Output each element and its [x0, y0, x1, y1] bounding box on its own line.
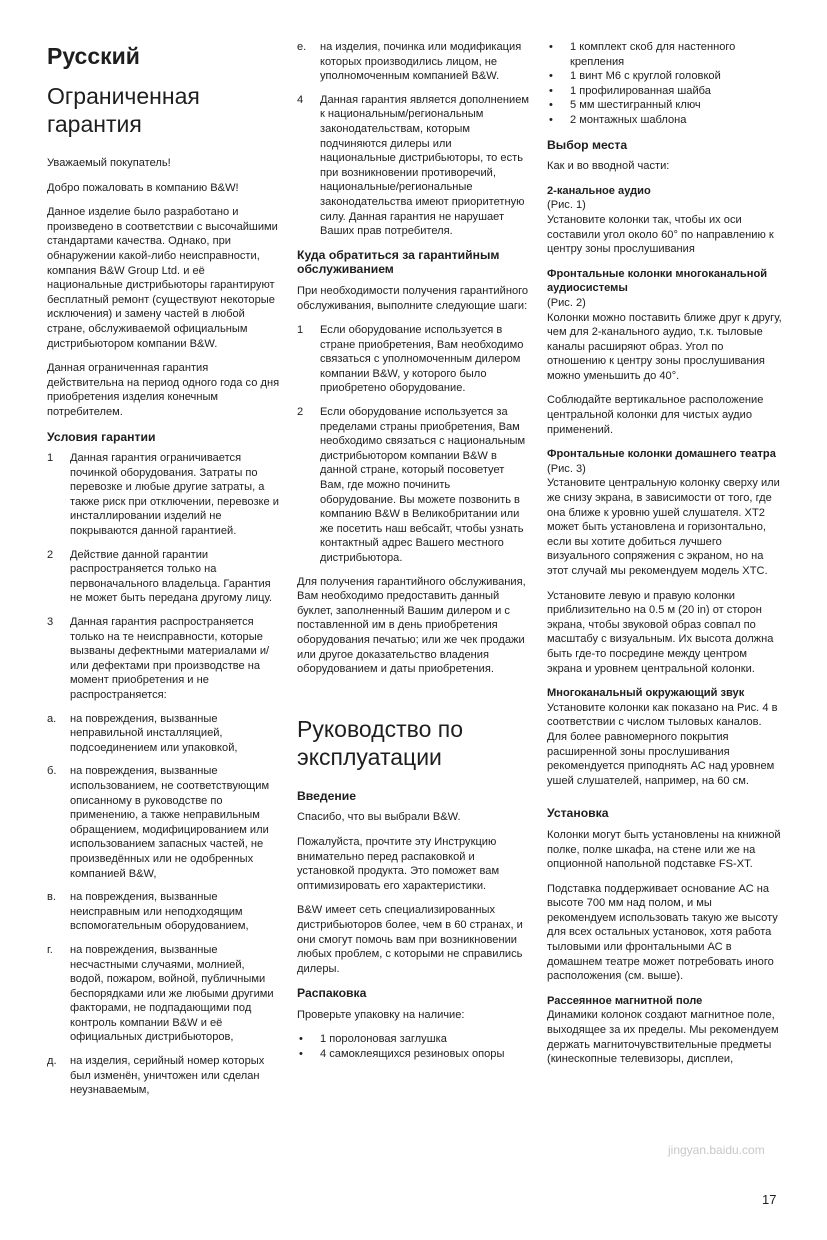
install-heading: Установка — [547, 806, 609, 821]
unpack-item: • 1 винт M6 с круглой головкой — [549, 70, 721, 83]
front-multichannel-text: Колонки можно поставить ближе друг к другу, чем для 2-канального аудио, т.к. тыловые каналы расширяют образ. Угол по отношению к центру зоны прослушивания можно уменьшить до 40°. — [547, 311, 782, 382]
condition-item: 4 Данная гарантия является дополнением к национальным/региональным законодательствам, которым подчиняются дилеры или национальные дистрибьюторы, то есть при возникновении противоречий, национальные/региональные законодательства имеют приоритетную силу. Данная гарантия не нарушает Ваших прав потребителя. — [297, 93, 529, 238]
condition-item: д. на изделия, серийный номер которых был изменён, уничтожен или сделан неузнаваемым, — [47, 1055, 265, 1097]
column-left — [47, 40, 281, 1107]
intro-read-manual: Пожалуйста, прочтите эту Инструкцию внимательно перед распаковкой и установкой продукта. Это поможет вам оптимизировать его характеристики. — [297, 835, 500, 892]
service-step: 2 Если оборудование используется за пределами страны приобретения, Вам необходимо связаться с национальным дистрибьютором компании B&W в данной стране, который посоветует Вам, где можно починить оборудование. Вы можете позвонить в компанию B&W в Великобритании или же посетить наш вебсайт, чтобы узнать контактный адрес Вашего местного дистрибьютора. — [297, 406, 526, 564]
condition-item: a. на повреждения, вызванные неправильной инсталляцией, подсоединением или упаковкой, — [47, 712, 238, 754]
left-right-text: Установите левую и правую колонки приблизительно на 0.5 м (20 in) от сторон экрана, чтобы звуковой образ совпал по масштабу с визуальным. Их высота должна быть где-то посредине между центром экрана и уровнем центральной колонки. — [547, 589, 774, 675]
warranty-title: Ограниченная гарантия — [47, 83, 200, 137]
service-step: 1 Если оборудование используется в стране приобретения, Вам необходимо связаться с уполномоченным дилером компании B&W, у которого было приобретено оборудование. — [297, 324, 524, 395]
front-home-theatre-text: Установите центральную колонку сверху или же снизу экрана, в зависимости от того, где она ближе к уровню ушей слушателя. XT2 может быть установлена и горизонтально, если вы хотите добиться лучшего визуального сопряжения с экраном, но на этот случай мы рекомендуем модель XTC. — [547, 477, 780, 577]
magnetic-heading: Рассеянное магнитной поле — [547, 994, 703, 1007]
unpack-item: • 5 мм шестигранный ключ — [549, 99, 701, 112]
placement-heading: Выбор места — [547, 137, 628, 152]
service-heading: Куда обратиться за гарантийным обслуживанием — [297, 247, 500, 277]
warranty-intro: Данное изделие было разработано и произведено в соответствии с высочайшими стандартами качества. Однако, при обнаружении какой-либо неисправности, компания B&W Group Ltd. и её национальные дистрибьюторы гарантируют бесплатный ремонт (существуют некоторые исключения) и замену частей в любой стране, обслуживаемой официальным дистрибьютором компании B&W. — [47, 206, 278, 350]
front-multichannel-heading: Фронтальные колонки многоканальной аудиосистемы — [547, 267, 768, 295]
front-home-theatre-heading: Фронтальные колонки домашнего театра — [547, 448, 776, 461]
intro-heading: Введение — [297, 788, 357, 803]
condition-item: 2 Действие данной гарантии распространяется только на первоначального владельца. Гарантия не может быть передана другому лицу. — [47, 548, 272, 605]
placement-intro: Как и во вводной части: — [547, 160, 670, 173]
unpack-item: • 1 поролоновая заглушка — [299, 1033, 447, 1046]
service-outro: Для получения гарантийного обслуживания, Вам необходимо предоставить данный буклет, заполненный Вашим дилером и с поставленной им в день приобретения оборудования печатью; или же чек продажи или другое доказательство владения оборудованием и даты приобретения. — [297, 575, 526, 676]
unpack-heading: Распаковка — [297, 986, 367, 1001]
column-middle — [297, 40, 529, 1062]
surround-heading: Многоканальный окружающий звук — [547, 687, 745, 700]
page-number: 17 — [762, 1192, 777, 1207]
audio2-text: Установите колонки так, чтобы их оси составили угол около 60° по направлению к центру зоны прослушивания — [547, 213, 774, 256]
unpack-item: • 1 профилированная шайба — [549, 84, 711, 97]
condition-item: 3 Данная гарантия распространяется только на те неисправности, которые вызваны дефектными материалами и/или дефектами при производстве на момент приобретения и не распространяется: — [47, 616, 270, 701]
manual-title: Руководство по эксплуатации — [297, 715, 464, 770]
figure-ref: (Рис. 1) — [547, 199, 586, 212]
condition-item: e. на изделия, починка или модификация которых производились лицом, не уполномоченным компанией B&W. — [297, 41, 522, 83]
warranty-period: Данная ограниченная гарантия действительна на период одного года со дня приобретения изделия конечным потребителем. — [47, 362, 280, 418]
condition-item: в. на повреждения, вызванные неисправным или неподходящим вспомогательным оборудованием, — [47, 891, 249, 933]
magnetic-text: Динамики колонок создают магнитное поле, выходящее за их пределы. Мы рекомендуем держать магниточувствительные предметы (кинескопные телевизоры, дисплеи, — [547, 1009, 779, 1066]
condition-item: б. на повреждения, вызванные использованием, не соответствующим описанному в руководстве по применению, а также неправильным обращением, модифицированием или использованием запасных частей, не произведённых или не одобренных компанией B&W, — [47, 765, 270, 880]
intro-thanks: Спасибо, что вы выбрали B&W. — [297, 811, 461, 824]
surround-text: Установите колонки как показано на Рис. 4 в соответствии с числом тыловых каналов. Для более равномерного покрытия расширенной зоны прослушивания рекомендуется приподнять АС над уровнем ушей слушателей, например, на 60 см. — [547, 701, 778, 787]
unpack-intro: Проверьте упаковку на наличие: — [297, 1008, 465, 1021]
conditions-list — [47, 451, 281, 1098]
figure-ref: (Рис. 3) — [547, 462, 586, 475]
install-text-1: Колонки могут быть установлены на книжной полке, полке шкафа, на стене или же на опционной напольной подставке FS-XT. — [547, 828, 781, 871]
vertical-text: Соблюдайте вертикальное расположение центральной колонки для чистых аудио применений. — [547, 394, 764, 436]
intro-distributors: B&W имеет сеть специализированных дистрибьюторов более, чем в 60 странах, и они смогут помочь вам при возникновении любых проблем, с которыми не справились дилеры. — [297, 904, 523, 975]
condition-item: г. на повреждения, вызванные несчастными случаями, молнией, водой, пожаром, войной, публичными беспорядками или же любыми другими факторами, не подпадающими под контроль компании B&W и её официальных дистрибьюторов, — [47, 943, 274, 1044]
language-heading: Русский — [47, 43, 140, 69]
greeting: Уважаемый покупатель! — [47, 157, 171, 169]
column-right — [547, 40, 783, 1077]
unpack-item: • 1 комплект скоб для настенного крепления — [549, 41, 736, 68]
unpack-item: • 2 монтажных шаблона — [549, 113, 687, 126]
figure-ref: (Рис. 2) — [547, 296, 586, 309]
conditions-heading: Условия гарантии — [47, 429, 156, 444]
service-intro: При необходимости получения гарантийного обслуживания, выполните следующие шаги: — [297, 284, 529, 312]
watermark: jingyan.baidu.com — [668, 1143, 765, 1157]
install-text-2: Подставка поддерживает основание АС на высоте 700 мм над полом, и мы рекомендуем использовать такую же высоту для всех остальных установок, хотя работа тыловыми или фронтальными АС в домашнем театре может потребовать иного расположения (см. выше). — [547, 882, 778, 983]
condition-item: 1 Данная гарантия ограничивается починкой оборудования. Затраты по перевозке и любые другие затраты, а также риск при отключении, перевозке и инсталлировании изделий не покрываются данной гарантией. — [47, 452, 279, 538]
unpack-item: • 4 самоклеящихся резиновых опоры — [299, 1048, 505, 1061]
audio2-heading: 2-канальное аудио — [547, 184, 651, 197]
welcome-text: Добро пожаловать в компанию B&W! — [47, 181, 239, 194]
